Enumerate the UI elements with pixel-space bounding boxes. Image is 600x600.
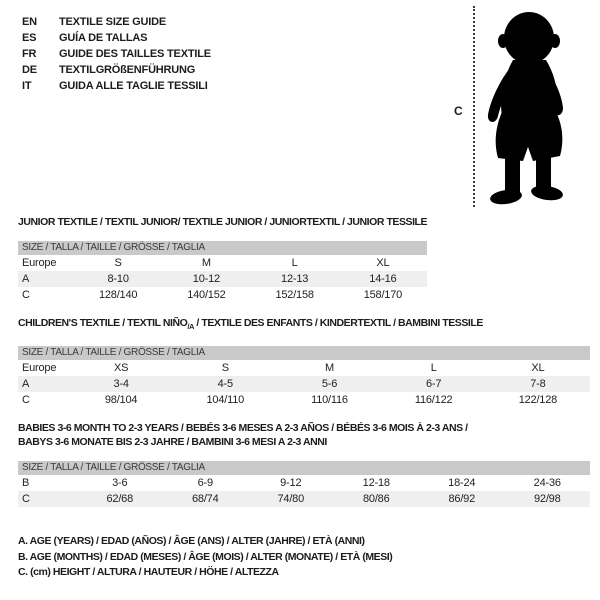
- table-cell: 128/140: [98, 289, 138, 301]
- table-cell: 98/104: [104, 394, 138, 407]
- row-label: C: [22, 493, 30, 505]
- table-cell: S: [114, 257, 122, 269]
- table-cell: 158/170: [363, 289, 403, 301]
- title-segment: JUNIOR TEXTILE / TEXTIL JUNIOR/ TEXTILE JUNIOR / JUNIORTEXTIL / JUNIOR TESSILE: [18, 216, 428, 228]
- table-cell: 18-24: [448, 477, 476, 489]
- language-row: [22, 78, 211, 94]
- table-cell: 92/98: [533, 493, 561, 505]
- table-cell: 3-4: [113, 378, 129, 391]
- table-cell: XL: [531, 362, 545, 375]
- title-segment: / TEXTILE DES ENFANTS / KINDERTEXTIL / BAMBINI TESSILE: [193, 317, 483, 329]
- section-title-line: [18, 421, 590, 435]
- table-cell: 110/116: [311, 394, 348, 407]
- size-header-bar: SIZE / TALLA / TAILLE / GRÖSSE / TAGLIA: [18, 346, 590, 360]
- table-cell: 116/122: [414, 394, 453, 407]
- height-dotted-line: [473, 6, 475, 207]
- row-label: Europe: [22, 362, 57, 375]
- language-title: TEXTILGRÖßENFÜHRUNG: [59, 64, 196, 76]
- table-row: [18, 255, 427, 271]
- table-cell: 10-12: [192, 273, 220, 285]
- row-label: A: [22, 273, 30, 285]
- row-label: C: [22, 394, 30, 407]
- footnote-line: A. AGE (YEARS) / EDAD (AÑOS) / ÂGE (ANS) / ALTER (JAHRE) / ETÀ (ANNI): [18, 535, 365, 547]
- table-cell: 62/68: [106, 493, 134, 505]
- table-cell: M: [201, 257, 211, 269]
- language-row: [22, 46, 211, 62]
- table-cell: 24-36: [533, 477, 561, 489]
- table-cell: 12-13: [281, 273, 309, 285]
- size-table: [18, 360, 590, 408]
- table-cell: 86/92: [448, 493, 476, 505]
- language-row: [22, 14, 211, 30]
- language-code: FR: [22, 48, 37, 60]
- section-childrens-textile: [18, 316, 590, 408]
- height-marker-label: C: [454, 104, 463, 118]
- language-code: DE: [22, 64, 37, 76]
- table-cell: 104/110: [206, 394, 245, 407]
- language-title: GUIDE DES TAILLES TEXTILE: [59, 48, 211, 60]
- table-cell: S: [221, 362, 229, 375]
- section-babies-textile: [18, 421, 590, 507]
- language-code: IT: [22, 80, 32, 92]
- table-cell: 9-12: [280, 477, 302, 489]
- section-junior-textile: [18, 215, 427, 303]
- row-label: B: [22, 477, 30, 489]
- row-label: A: [22, 378, 30, 391]
- language-code: ES: [22, 32, 37, 44]
- language-title: GUÍA DE TALLAS: [59, 32, 148, 44]
- table-cell: 12-18: [362, 477, 390, 489]
- baby-silhouette-icon: [485, 10, 581, 206]
- footnote-line: C. (cm) HEIGHT / ALTURA / HAUTEUR / HÖHE / ALTEZZA: [18, 566, 279, 578]
- table-cell: 68/74: [191, 493, 219, 505]
- table-cell: 80/86: [362, 493, 390, 505]
- table-cell: 14-16: [369, 273, 397, 285]
- footnotes: [18, 534, 392, 581]
- table-cell: 6-9: [197, 477, 213, 489]
- table-cell: XS: [113, 362, 129, 375]
- table-cell: 7-8: [530, 378, 546, 391]
- table-row: [18, 360, 590, 376]
- language-row: [22, 30, 211, 46]
- table-cell: 8-10: [107, 273, 129, 285]
- language-row: [22, 62, 211, 78]
- title-segment: BABYS 3-6 MONATE BIS 2-3 JAHRE / BAMBINI 3-6 MESI A 2-3 ANNI: [18, 436, 327, 448]
- title-segment: /A: [187, 322, 194, 332]
- section-title-line: [18, 215, 427, 229]
- table-cell: 3-6: [112, 477, 128, 489]
- section-title: [18, 421, 590, 449]
- height-figure: [448, 4, 600, 209]
- table-row: [18, 491, 590, 507]
- section-title: [18, 316, 590, 334]
- section-title-line: [18, 316, 590, 334]
- table-cell: 122/128: [518, 394, 558, 407]
- language-code: EN: [22, 16, 37, 28]
- table-cell: XL: [376, 257, 390, 269]
- size-table: [18, 255, 427, 303]
- size-header-bar: SIZE / TALLA / TAILLE / GRÖSSE / TAGLIA: [18, 241, 427, 255]
- table-cell: L: [430, 362, 437, 375]
- language-title: GUIDA ALLE TAGLIE TESSILI: [59, 80, 208, 92]
- table-cell: L: [291, 257, 298, 269]
- language-title: TEXTILE SIZE GUIDE: [59, 16, 167, 28]
- table-row: [18, 376, 590, 392]
- table-cell: 140/152: [187, 289, 226, 301]
- section-title: [18, 215, 427, 229]
- table-row: [18, 392, 590, 408]
- table-cell: 6-7: [426, 378, 442, 391]
- section-title-line: [18, 435, 590, 449]
- size-table: [18, 475, 590, 507]
- table-cell: 152/158: [275, 289, 314, 301]
- title-segment: CHILDREN'S TEXTILE / TEXTIL NIÑO: [18, 317, 188, 329]
- table-cell: 5-6: [321, 378, 338, 391]
- language-list: [22, 14, 211, 94]
- table-cell: M: [324, 362, 334, 375]
- table-cell: 4-5: [217, 378, 233, 391]
- row-label: Europe: [22, 257, 57, 269]
- footnote-line: B. AGE (MONTHS) / EDAD (MESES) / ÂGE (MOIS) / ALTER (MONATE) / ETÀ (MESI): [18, 550, 393, 563]
- size-header-bar: SIZE / TALLA / TAILLE / GRÖSSE / TAGLIA: [18, 461, 590, 475]
- table-row: [18, 271, 427, 287]
- title-segment: BABIES 3-6 MONTH TO 2-3 YEARS / BEBÉS 3-6 MESES A 2-3 AÑOS / BÉBÉS 3-6 MOIS À 2-3 ANS /: [18, 422, 468, 434]
- row-label: C: [22, 289, 30, 301]
- table-cell: 74/80: [277, 493, 305, 505]
- table-row: [18, 287, 427, 303]
- table-row: [18, 475, 590, 491]
